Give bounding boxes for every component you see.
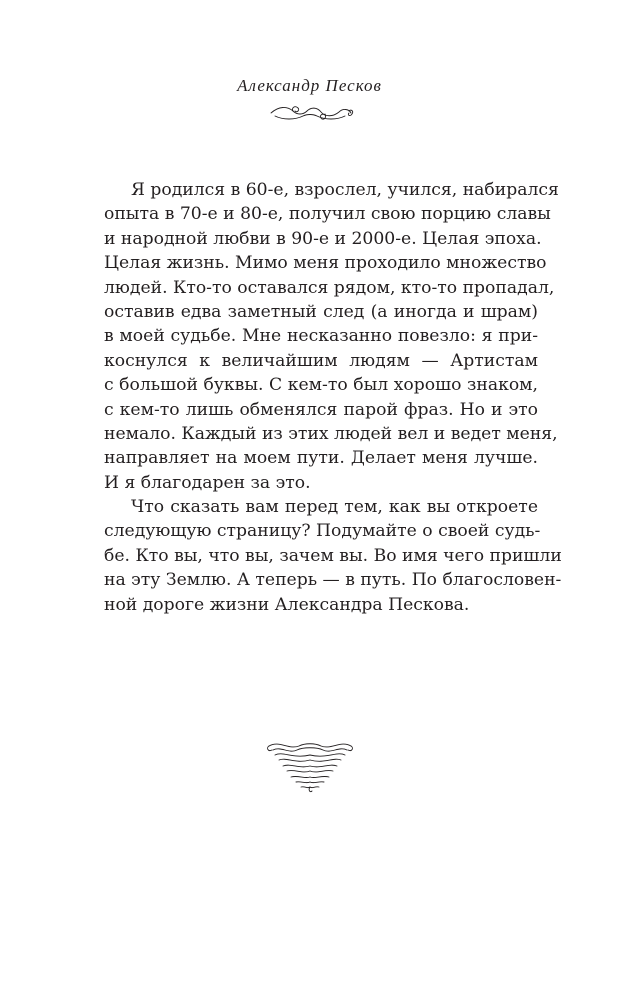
text-line: следующую страницу? Подумайте о своей судь- bbox=[104, 521, 541, 542]
paragraph-1 bbox=[104, 178, 559, 495]
text-line: с большой буквы. С кем-то был хорошо знаком, bbox=[104, 375, 538, 396]
text-line: И я благодарен за это. bbox=[104, 472, 311, 493]
scroll-ornament-icon bbox=[265, 738, 355, 794]
text-line: на эту Землю. А теперь — в путь. По благословен- bbox=[104, 570, 562, 591]
text-line: оставив едва заметный след (а иногда и шрам) bbox=[104, 301, 538, 322]
author-name: Александр Песков bbox=[237, 76, 382, 95]
text-line: людей. Кто-то оставался рядом, кто-то пропадал, bbox=[104, 277, 555, 298]
text-line: коснулся к величайшим людям — Артистам bbox=[104, 350, 538, 371]
text-line: направляет на моем пути. Делает меня лучше. bbox=[104, 448, 538, 469]
section-end-ornament bbox=[0, 738, 619, 794]
running-header bbox=[0, 76, 619, 124]
text-line: немало. Каждый из этих людей вел и ведет меня, bbox=[104, 423, 558, 444]
text-line: Что сказать вам перед тем, как вы откроете bbox=[131, 497, 538, 518]
paragraph-2 bbox=[104, 495, 562, 617]
text-line: опыта в 70-е и 80-е, получил свою порцию славы bbox=[104, 204, 551, 225]
flourish-ornament-icon bbox=[265, 102, 355, 124]
text-line: и народной любви в 90-е и 2000-е. Целая эпоха. bbox=[104, 228, 542, 249]
text-line: в моей судьбе. Мне несказанно повезло: я при- bbox=[104, 326, 538, 347]
text-line: Целая жизнь. Мимо меня проходило множество bbox=[104, 253, 547, 274]
text-line: бе. Кто вы, что вы, зачем вы. Во имя чего пришли bbox=[104, 545, 562, 566]
text-line: Я родился в 60-е, взрослел, учился, набирался bbox=[131, 180, 559, 200]
text-line: ной дороге жизни Александра Пескова. bbox=[104, 594, 470, 615]
main-text bbox=[104, 178, 562, 617]
text-line: с кем-то лишь обменялся парой фраз. Но и это bbox=[104, 399, 538, 420]
